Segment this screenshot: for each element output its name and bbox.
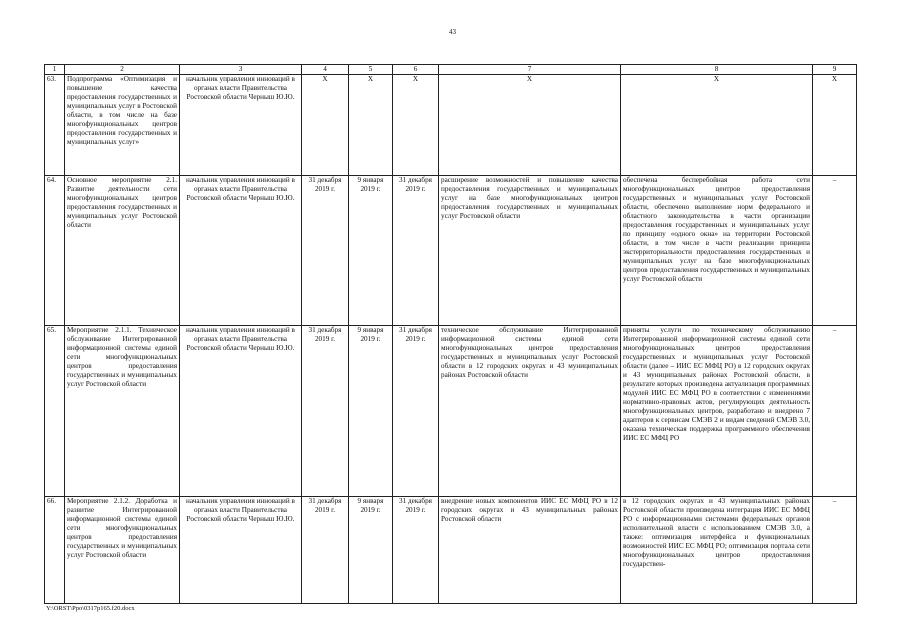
start-date: 31 декабря 2019 г.: [302, 325, 349, 496]
executor: начальник управления инноваций в органах власти Правительства Ростовской области Черныш Ю.Ю.: [180, 74, 302, 175]
col-number-2: 2: [65, 65, 180, 75]
measure-name: Основное мероприятие 2.1. Развитие деятельности сети многофункциональных центров предоставления государственных и муниципальных услуг Ростовской области: [65, 175, 180, 325]
note: –: [813, 496, 857, 603]
note: X: [813, 74, 857, 175]
actual-result: X: [621, 74, 813, 175]
expected-result: расширение возможностей и повышение качества предоставления государственных и муниципальных услуг на базе многофункциональных центров предоставления государственных и муниципальных услуг Ростовской области: [439, 175, 621, 325]
col-number-4: 4: [302, 65, 349, 75]
note: –: [813, 325, 857, 496]
file-path-footer: Y:\ORST\Ppo\0317p165.f20.docx: [46, 605, 135, 612]
col-number-5: 5: [349, 65, 393, 75]
measure-name: Подпрограмма «Оптимизация и повышение качества предоставления государственных и муниципальных услуг в Ростовской области, в том числе на базе многофункциональных центров предоставления государственных и муниципальных услуг»: [65, 74, 180, 175]
start-date: X: [302, 74, 349, 175]
table-row: [45, 325, 857, 496]
executor: начальник управления инноваций в органах власти Правительства Ростовской области Черныш Ю.Ю.: [180, 496, 302, 603]
plan-date: 31 декабря 2019 г.: [393, 325, 439, 496]
row-number: 66.: [45, 496, 65, 603]
plan-date: 31 декабря 2019 г.: [393, 496, 439, 603]
measure-name: Мероприятие 2.1.2. Доработка и развитие Интегрированной информационной системы единой сети многофункциональных центров предоставления государственных и муниципальных услуг Ростовской области: [65, 496, 180, 603]
table-row: [45, 496, 857, 603]
table-row: [45, 74, 857, 175]
row-number: 64.: [45, 175, 65, 325]
end-date: X: [349, 74, 393, 175]
expected-result: внедрение новых компонентов ИИС ЕС МФЦ РО в 12 городских округах и 43 муниципальных районах Ростовской области: [439, 496, 621, 603]
actual-result: в 12 городских округах и 43 муниципальных районах Ростовской области произведена интеграция ИИС ЕС МФЦ РО с информационными системами федеральных органов исполнительной власти с использованием СМЭВ 3.0, а также: оптимизация интерфейса и функциональных возможностей ИИС ЕС МФЦ РО; оптимизация портала сети многофункциональных центров предоставления государствен-: [621, 496, 813, 603]
header-row: [45, 65, 857, 75]
actual-result: обеспечена бесперебойная работа сети многофункциональных центров предоставления государственных и муниципальных услуг Ростовской области, обеспечено выполнение норм федерального и областного законодательства в части организации предоставления государственных и муниципальных услуг по принципу «одного окна» на территории Ростовской области, в том числе в части реализации принципа экстерриториальности предоставления государственных и муниципальных услуг на базе многофункциональных центров предоставления государственных и муниципальных услуг Ростовской области: [621, 175, 813, 325]
actual-result: приняты услуги по техническому обслуживанию Интегрированной информационной системы единой сети многофункциональных центров предоставления государственных и муниципальных услуг Ростовской области (далее – ИИС ЕС МФЦ РО) в 12 городских округах и 43 муниципальных районах Ростовской области, в результате которых произведена актуализация программных модулей ИИС ЕС МФЦ РО в соответствии с изменениями нормативно-правовых актов, регулирующих деятельность многофункциональных центров, разработано и внедрено 7 адаптеров к сервисам СМЭВ 2 и видам сведений СМЭВ 3.0, оказана техническая поддержка программного обеспечения ИИС ЕС МФЦ РО: [621, 325, 813, 496]
end-date: 9 января 2019 г.: [349, 496, 393, 603]
col-number-8: 8: [621, 65, 813, 75]
col-number-3: 3: [180, 65, 302, 75]
expected-result: X: [439, 74, 621, 175]
row-number: 63.: [45, 74, 65, 175]
measures-table: [44, 64, 857, 604]
executor: начальник управления инноваций в органах власти Правительства Ростовской области Черныш Ю.Ю.: [180, 175, 302, 325]
page-number: 43: [449, 28, 456, 36]
start-date: 31 декабря 2019 г.: [302, 496, 349, 603]
start-date: 31 декабря 2019 г.: [302, 175, 349, 325]
measure-name: Мероприятие 2.1.1. Техническое обслуживание Интегрированной информационной системы единой сети многофункциональных центров предоставления государственных и муниципальных услуг Ростовской области: [65, 325, 180, 496]
plan-date: 31 декабря 2019 г.: [393, 175, 439, 325]
note: –: [813, 175, 857, 325]
row-number: 65.: [45, 325, 65, 496]
col-number-6: 6: [393, 65, 439, 75]
col-number-7: 7: [439, 65, 621, 75]
col-number-1: 1: [45, 65, 65, 75]
end-date: 9 января 2019 г.: [349, 325, 393, 496]
col-number-9: 9: [813, 65, 857, 75]
plan-date: X: [393, 74, 439, 175]
table-row: [45, 175, 857, 325]
end-date: 9 января 2019 г.: [349, 175, 393, 325]
executor: начальник управления инноваций в органах власти Правительства Ростовской области Черныш Ю.Ю.: [180, 325, 302, 496]
expected-result: техническое обслуживание Интегрированной информационной системы единой сети многофункциональных центров предоставления государственных и муниципальных услуг Ростовской области в 12 городских округах и 43 муниципальных районах Ростовской области: [439, 325, 621, 496]
